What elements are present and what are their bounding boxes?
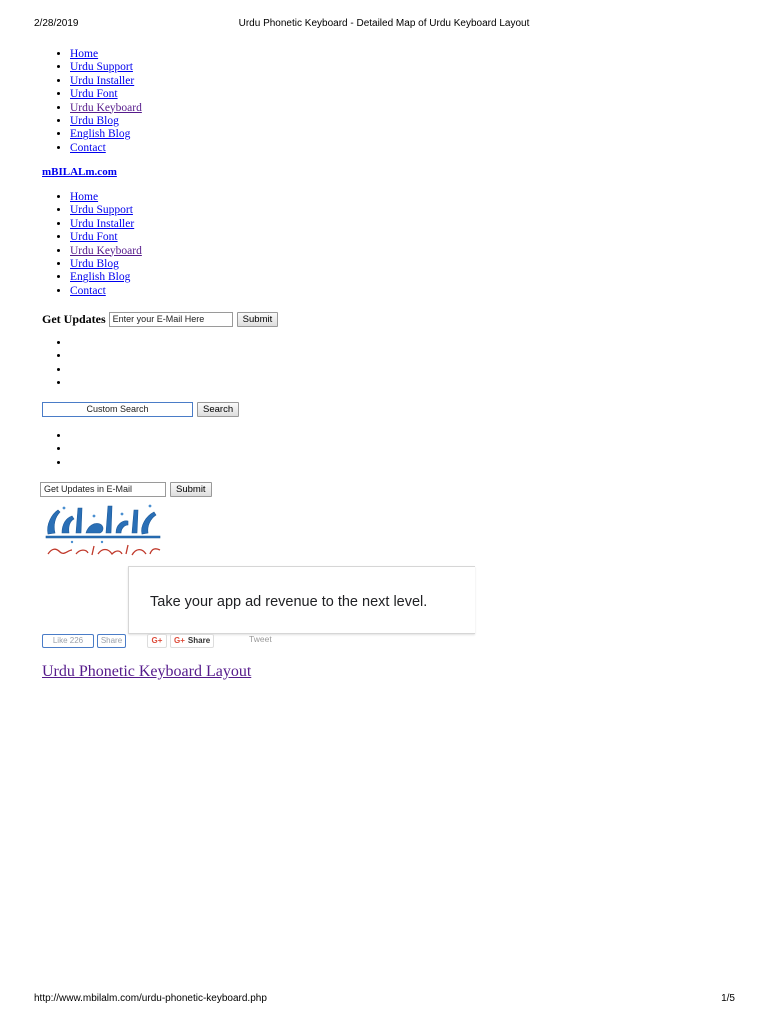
- nav-link-urdu-support[interactable]: Urdu Support: [70, 61, 133, 74]
- tweet-button[interactable]: Tweet: [249, 634, 272, 644]
- print-url: http://www.mbilalm.com/urdu-phonetic-keyboard.php: [34, 993, 267, 1004]
- empty-list-2: [42, 430, 70, 470]
- nav-item-home: [70, 191, 142, 204]
- nav-item-urdu-blog: [70, 258, 142, 271]
- article-heading-link[interactable]: Urdu Phonetic Keyboard Layout: [42, 663, 252, 680]
- custom-search-form: [42, 402, 239, 417]
- nav-link-home[interactable]: Home: [70, 48, 99, 60]
- nav-link-urdu-support[interactable]: Urdu Support: [70, 204, 133, 217]
- google-plus-share-button[interactable]: [170, 634, 214, 648]
- nav-item-home: [70, 48, 142, 61]
- updates-email-input[interactable]: Get Updates in E-Mail: [40, 482, 166, 497]
- print-page-number: 1/5: [721, 993, 735, 1004]
- print-header: [0, 18, 768, 32]
- search-input[interactable]: Custom Search: [42, 402, 193, 417]
- nav-item-english-blog: [70, 271, 142, 284]
- get-updates-submit-button[interactable]: Submit: [237, 312, 279, 327]
- nav-link-urdu-font[interactable]: Urdu Font: [70, 88, 118, 101]
- main-nav: [42, 191, 142, 298]
- nav-item-urdu-installer: [70, 75, 142, 88]
- social-bar: [42, 634, 472, 650]
- ad-banner[interactable]: [128, 566, 475, 634]
- nav-link-urdu-installer[interactable]: Urdu Installer: [70, 74, 135, 87]
- nav-link-urdu-installer[interactable]: Urdu Installer: [70, 217, 135, 230]
- google-plus-icon: G+: [174, 636, 185, 645]
- nav-item-urdu-support: [70, 204, 142, 217]
- print-footer: [0, 993, 768, 1007]
- nav-item-contact: [70, 142, 142, 155]
- nav-item-urdu-installer: [70, 218, 142, 231]
- like-count: 226: [69, 636, 84, 645]
- nav-link-urdu-font[interactable]: Urdu Font: [70, 231, 118, 244]
- nav-link-urdu-blog[interactable]: Urdu Blog: [70, 257, 119, 270]
- email-input[interactable]: Enter your E-Mail Here: [109, 312, 233, 327]
- nav-link-urdu-keyboard[interactable]: Urdu Keyboard: [70, 244, 142, 257]
- top-nav: [42, 48, 142, 155]
- empty-list-1: [42, 337, 70, 391]
- site-name-link[interactable]: mBILALm.com: [42, 166, 117, 178]
- search-button[interactable]: Search: [197, 402, 239, 417]
- nav-item-urdu-font: [70, 231, 142, 244]
- nav-link-english-blog[interactable]: English Blog: [70, 128, 131, 141]
- nav-link-contact[interactable]: Contact: [70, 284, 106, 297]
- facebook-like-button[interactable]: [42, 634, 94, 648]
- nav-link-urdu-blog[interactable]: Urdu Blog: [70, 114, 119, 127]
- google-plus-button[interactable]: G+: [147, 634, 167, 648]
- nav-item-contact: [70, 285, 142, 298]
- email-updates-form: [40, 482, 212, 497]
- get-updates-form: [42, 311, 278, 327]
- nav-item-urdu-keyboard: [70, 102, 142, 115]
- nav-item-urdu-keyboard: [70, 245, 142, 258]
- print-title: Urdu Phonetic Keyboard - Detailed Map of Urdu Keyboard Layout: [238, 18, 530, 29]
- google-share-label: Share: [187, 636, 211, 645]
- nav-item-urdu-support: [70, 61, 142, 74]
- updates-submit-button[interactable]: Submit: [170, 482, 212, 497]
- nav-item-urdu-blog: [70, 115, 142, 128]
- print-date: 2/28/2019: [34, 18, 79, 29]
- get-updates-label: Get Updates: [42, 311, 106, 326]
- site-logo[interactable]: [42, 500, 166, 562]
- ad-text: Take your app ad revenue to the next level.: [150, 594, 428, 610]
- nav-item-english-blog: [70, 128, 142, 141]
- facebook-share-button[interactable]: Share: [97, 634, 126, 648]
- nav-item-urdu-font: [70, 88, 142, 101]
- nav-link-home[interactable]: Home: [70, 191, 99, 203]
- like-label: Like: [52, 636, 68, 645]
- nav-link-urdu-keyboard[interactable]: Urdu Keyboard: [70, 101, 142, 114]
- nav-link-contact[interactable]: Contact: [70, 141, 106, 154]
- nav-link-english-blog[interactable]: English Blog: [70, 271, 131, 284]
